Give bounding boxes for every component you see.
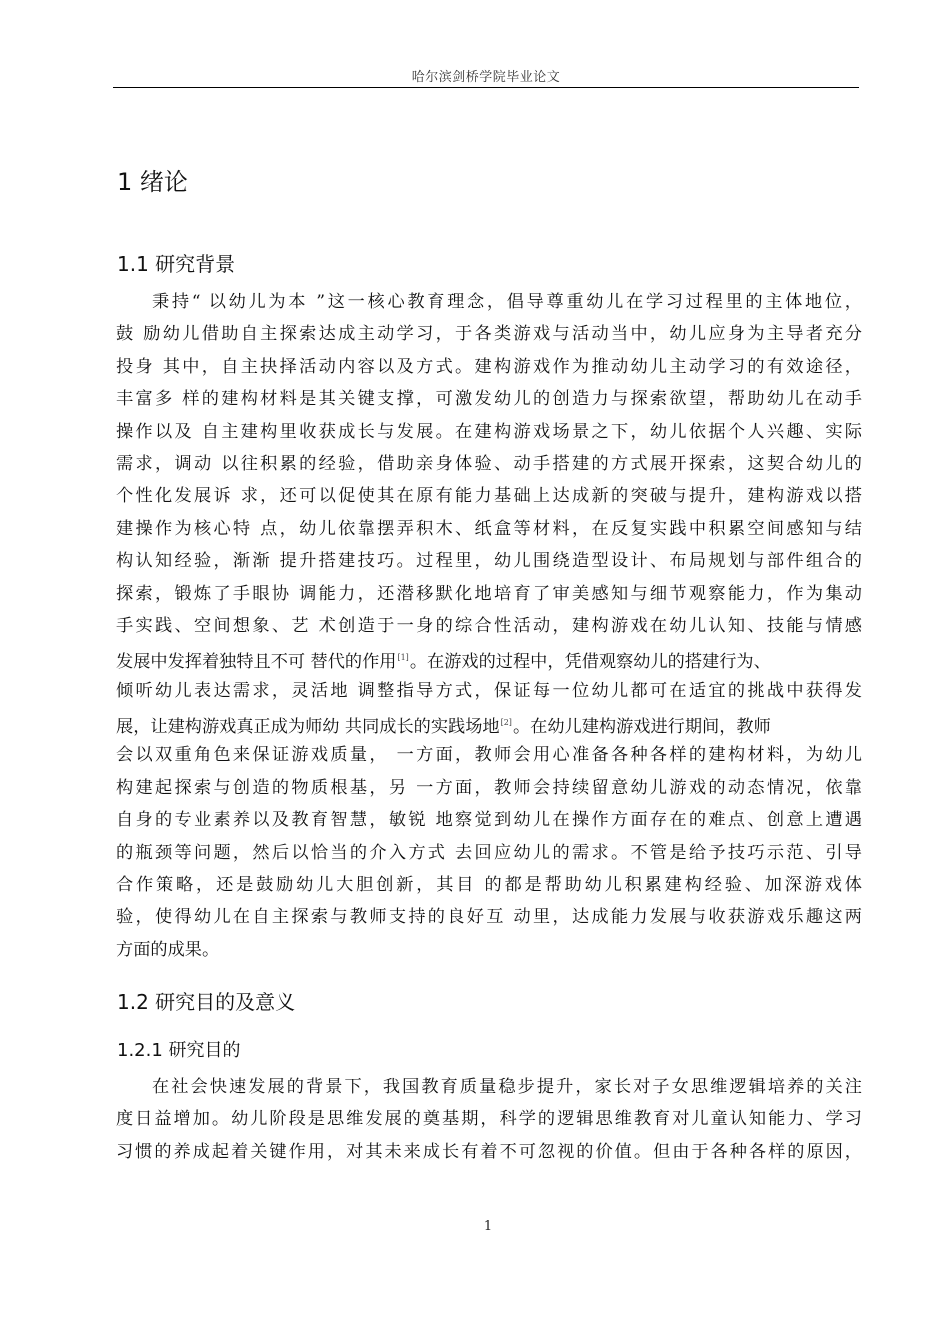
text-line: 秉持“ 以幼儿为本 ”这一核心教育理念，倡导尊重幼儿在学习过程里的主体地位， bbox=[152, 292, 862, 312]
text-line: 自身的专业素养以及教育智慧，敏锐 地察觉到幼儿在操作方面存在的难点、创意上遭遇 bbox=[116, 810, 862, 831]
text-line: 手实践、空间想象、艺 术创造于一身的综合性活动，建构游戏在幼儿认知、技能与情感 bbox=[116, 615, 862, 636]
text-line: 丰富多 样的建构材料是其关键支撑，可激发幼儿的创造力与探索欲望，帮助幼儿在动手 bbox=[116, 389, 862, 410]
text-segment: 。在幼儿建构游戏进行期间，教师 bbox=[512, 717, 771, 738]
section-title-1-2: 1.2 研究目的及意义 bbox=[117, 990, 296, 1014]
paragraph-research-background bbox=[116, 286, 862, 966]
citation-1[interactable]: [1] bbox=[397, 653, 409, 663]
text-segment: 展，让建构游戏真正成为师幼 共同成长的实践场地 bbox=[116, 717, 500, 738]
chapter-title: 1 绪论 bbox=[117, 168, 188, 196]
text-line: 的瓶颈等问题，然后以恰当的介入方式 去回应幼儿的需求。不管是给予技巧示范、引导 bbox=[116, 842, 862, 863]
text-line: 鼓 励幼儿借助自主探索达成主动学习，于各类游戏与活动当中，幼儿应身为主导者充分 bbox=[116, 324, 862, 345]
text-line: 个性化发展诉 求，还可以促使其在原有能力基础上达成新的突破与提升，建构游戏以搭 bbox=[116, 486, 862, 507]
header-rule bbox=[113, 87, 859, 88]
section-title-1-1: 1.1 研究背景 bbox=[117, 252, 236, 276]
page-header: 哈尔滨剑桥学院毕业论文 bbox=[411, 70, 561, 85]
page-number: 1 bbox=[483, 1219, 493, 1234]
text-line: 建操作为核心特 点，幼儿依靠摆弄积木、纸盒等材料，在反复实践中积累空间感知与结 bbox=[116, 518, 862, 539]
text-line: 度日益增加。幼儿阶段是思维发展的奠基期，科学的逻辑思维教育对儿童认知能力、学习 bbox=[116, 1109, 862, 1130]
text-line: 方面的成果。 bbox=[116, 939, 220, 960]
text-line: 构认知经验，渐渐 提升搭建技巧。过程里，幼儿围绕造型设计、布局规划与部件组合的 bbox=[116, 551, 862, 572]
text-line: 验，使得幼儿在自主探索与教师支持的良好互 动里，达成能力发展与收获游戏乐趣这两 bbox=[116, 907, 862, 928]
text-line: 投身 其中，自主抉择活动内容以及方式。建构游戏作为推动幼儿主动学习的有效途径， bbox=[116, 356, 862, 377]
text-line: 操作以及 自主建构里收获成长与发展。在建构游戏场景之下，幼儿依据个人兴趣、实际 bbox=[116, 421, 862, 442]
text-line: 合作策略，还是鼓励幼儿大胆创新，其目 的都是帮助幼儿积累建构经验、加深游戏体 bbox=[116, 875, 862, 896]
text-line: 习惯的养成起着关键作用，对其未来成长有着不可忽视的价值。但由于各种各样的原因， bbox=[116, 1141, 862, 1162]
text-line: 会以双重角色来保证游戏质量， 一方面，教师会用心准备各种各样的建构材料，为幼儿 bbox=[116, 745, 862, 766]
citation-2[interactable]: [2] bbox=[500, 718, 512, 728]
text-line-with-citation bbox=[116, 642, 862, 674]
text-segment: 发展中发挥着独特且不可 替代的作用 bbox=[116, 652, 397, 673]
text-line: 在社会快速发展的背景下，我国教育质量稳步提升，家长对子女思维逻辑培养的关注 bbox=[152, 1077, 862, 1097]
text-line: 倾听幼儿表达需求，灵活地 调整指导方式，保证每一位幼儿都可在适宜的挑战中获得发 bbox=[116, 680, 862, 701]
text-line: 需求，调动 以往积累的经验，借助亲身体验、动手搭建的方式展开探索，这契合幼儿的 bbox=[116, 453, 862, 474]
text-line: 构建起探索与创造的物质根基，另 一方面，教师会持续留意幼儿游戏的动态情况，依靠 bbox=[116, 777, 862, 798]
text-line: 探索，锻炼了手眼协 调能力，还潜移默化地培育了审美感知与细节观察能力，作为集动 bbox=[116, 583, 862, 604]
paragraph-research-purpose bbox=[116, 1071, 862, 1168]
text-segment: 。在游戏的过程中，凭借观察幼儿的搭建行为、 bbox=[409, 652, 771, 673]
subsection-title-1-2-1: 1.2.1 研究目的 bbox=[117, 1040, 241, 1061]
text-line-with-citation bbox=[116, 707, 862, 739]
